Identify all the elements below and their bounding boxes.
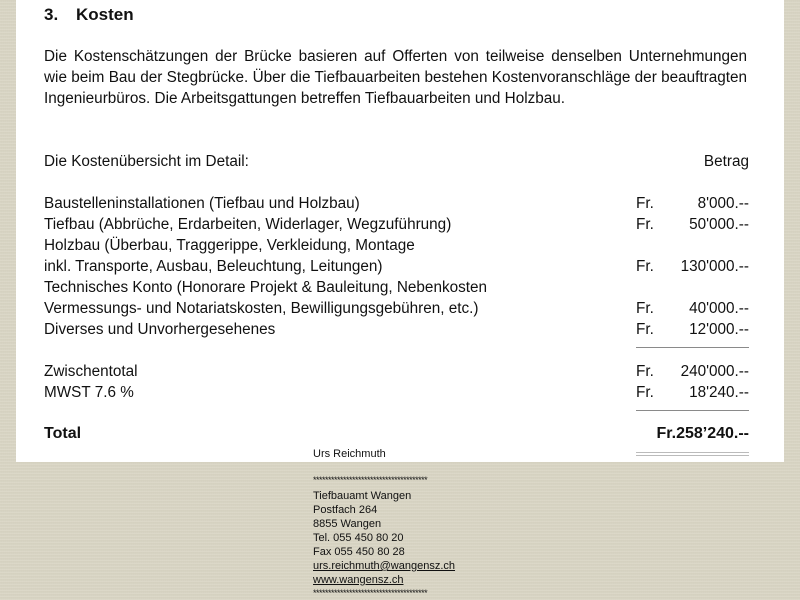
website-link[interactable]: www.wangensz.ch [313, 574, 404, 586]
section-heading [44, 5, 134, 25]
signature-name: Urs Reichmuth [313, 448, 386, 460]
subtotal-row: Zwischentotal Fr. 240'000.-- [44, 363, 749, 380]
total-double-rule-top [636, 452, 749, 453]
signature-separator: ************************************** [313, 475, 428, 485]
email-link[interactable]: urs.reichmuth@wangensz.ch [313, 560, 456, 572]
cost-row: Diverses und Unvorhergesehenes Fr. 12'000.-- [44, 321, 749, 338]
section-title: Kosten [76, 5, 134, 24]
cost-row: Tiefbau (Abbrüche, Erdarbeiten, Widerlager, Wegzuführung) Fr. 50'000.-- [44, 216, 749, 233]
cost-row: Technisches Konto (Honorare Projekt & Bauleitung, Nebenkosten [44, 279, 488, 296]
signature-fax: Fax 055 450 80 28 [313, 546, 405, 558]
total-row: Total Fr.258’240.-- [44, 425, 749, 442]
cost-row: inkl. Transporte, Ausbau, Beleuchtung, Leitungen) Fr. 130'000.-- [44, 258, 749, 275]
signature-office: Tiefbauamt Wangen [313, 490, 412, 502]
cost-row: Holzbau (Überbau, Traggerippe, Verkleidung, Montage [44, 237, 415, 254]
signature-separator-end: ************************************** [313, 588, 428, 598]
signature-tel: Tel. 055 450 80 20 [313, 532, 404, 544]
vat-row: MWST 7.6 % Fr. 18'240.-- [44, 384, 749, 401]
overview-header-row [44, 151, 749, 172]
total-double-rule-bottom [636, 455, 749, 456]
cost-row: Baustelleninstallationen (Tiefbau und Holzbau) Fr. 8'000.-- [44, 195, 749, 212]
section-number: 3. [44, 5, 59, 24]
amount-header: Betrag [703, 153, 749, 170]
cost-row: Vermessungs- und Notariatskosten, Bewilligungsgebühren, etc.) Fr. 40'000.-- [44, 300, 749, 317]
signature-city: 8855 Wangen [313, 518, 382, 530]
intro-paragraph: Die Kostenschätzungen der Brücke basieren auf Offerten von teilweise denselben Unternehmungen wie beim Bau der Stegbrücke. Über die Tiefbauarbeiten bestehen Kostenvoranschläge der beauftragten Ingenieurbüros. Die Arbeitsgattungen betreffen Tiefbauarbeiten und Holzbau. [44, 48, 747, 107]
total-divider [636, 410, 749, 411]
signature-postbox: Postfach 264 [313, 504, 378, 516]
overview-label: Die Kostenübersicht im Detail: [44, 153, 249, 170]
subtotal-divider [636, 347, 749, 348]
